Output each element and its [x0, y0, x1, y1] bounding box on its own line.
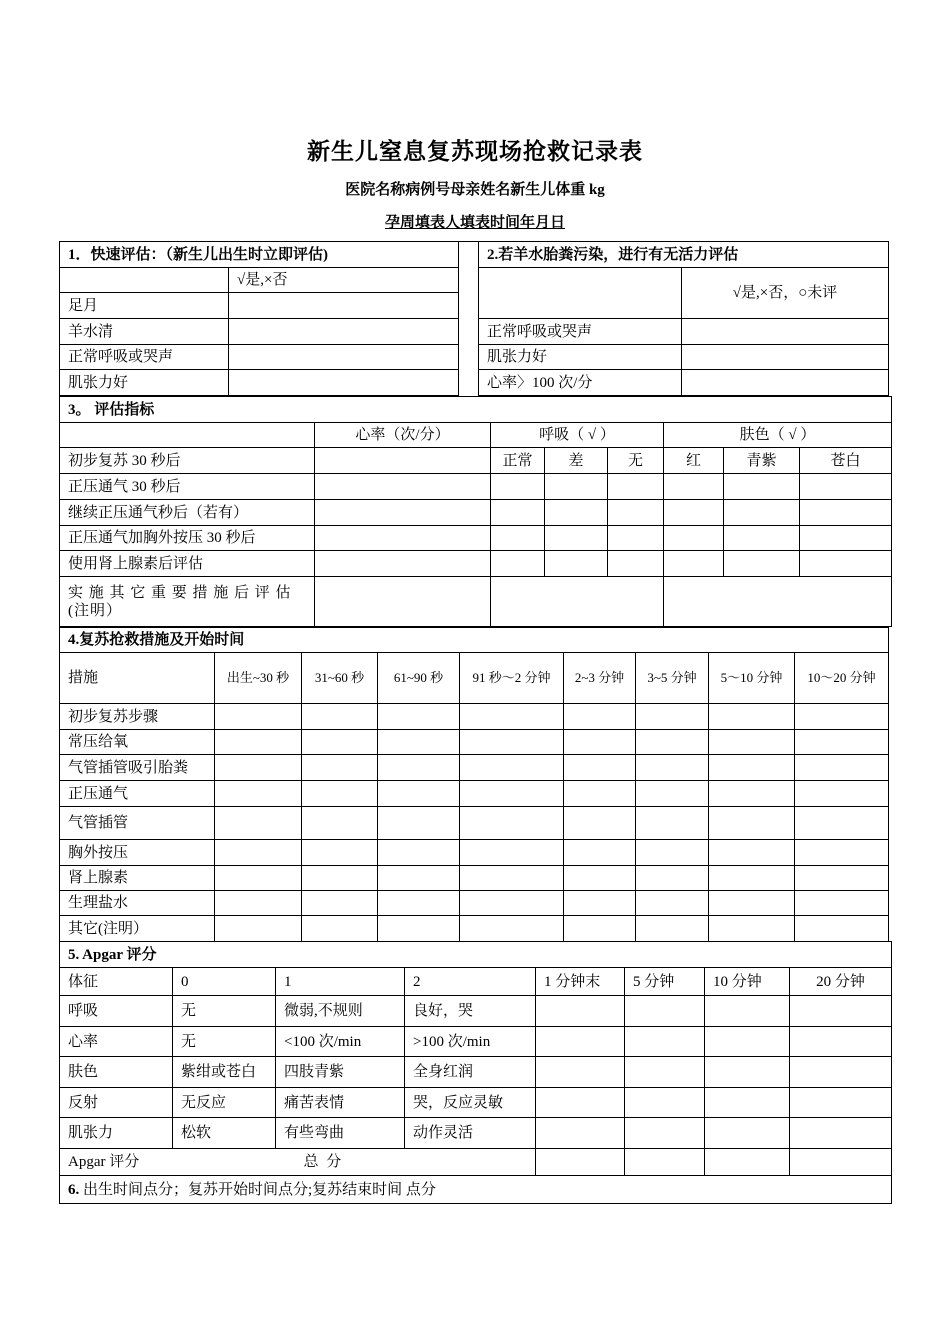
- s5-score0: 无反应: [173, 1088, 276, 1118]
- s4-cell[interactable]: [302, 755, 378, 781]
- s4-cell[interactable]: [215, 755, 302, 781]
- s3-cell[interactable]: [491, 526, 545, 551]
- s4-cell[interactable]: [215, 866, 302, 891]
- s4-cell[interactable]: [302, 891, 378, 916]
- s5-cell[interactable]: [625, 1057, 705, 1088]
- s4-cell[interactable]: [215, 807, 302, 840]
- s2-check-input[interactable]: [682, 345, 889, 370]
- s2-row-label: 正常呼吸或哭声: [479, 319, 682, 345]
- s4-cell[interactable]: [636, 730, 709, 755]
- s4-time-header: 61~90 秒: [378, 653, 460, 704]
- s4-cell[interactable]: [564, 840, 636, 866]
- s2-row-label: 肌张力好: [479, 345, 682, 370]
- s3-sub-breath: 差: [545, 448, 608, 474]
- s4-cell[interactable]: [564, 807, 636, 840]
- s4-cell[interactable]: [795, 781, 889, 807]
- s4-cell[interactable]: [795, 755, 889, 781]
- s4-cell[interactable]: [215, 916, 302, 942]
- s4-cell[interactable]: [378, 730, 460, 755]
- s5-header: 20 分钟: [790, 968, 892, 996]
- s4-time-header: 3~5 分钟: [636, 653, 709, 704]
- s5-score0: 紫绀或苍白: [173, 1057, 276, 1088]
- s5-cell[interactable]: [705, 1088, 790, 1118]
- s4-cell[interactable]: [378, 704, 460, 730]
- s5-total-label: Apgar 评分: [60, 1149, 276, 1176]
- s4-cell[interactable]: [636, 755, 709, 781]
- s4-cell[interactable]: [215, 781, 302, 807]
- s3-cell[interactable]: [608, 526, 664, 551]
- s5-score2: 全身红润: [405, 1057, 536, 1088]
- s4-cell[interactable]: [709, 916, 795, 942]
- s4-heading: 4.复苏抢救措施及开始时间: [60, 628, 889, 653]
- s5-total-cell[interactable]: [625, 1149, 705, 1176]
- s4-cell[interactable]: [378, 807, 460, 840]
- s3-cell[interactable]: [664, 526, 724, 551]
- s4-row-label: 常压给氧: [60, 730, 215, 755]
- s4-cell[interactable]: [795, 730, 889, 755]
- s6-text: 出生时间点分；复苏开始时间点分;复苏结束时间 点分: [83, 1181, 436, 1198]
- s4-cell[interactable]: [636, 807, 709, 840]
- s5-cell[interactable]: [790, 1118, 892, 1149]
- s5-header: 5 分钟: [625, 968, 705, 996]
- s5-cell[interactable]: [625, 1027, 705, 1057]
- s5-score1: <100 次/min: [276, 1027, 405, 1057]
- s3-row-label: 正压通气加胸外按压 30 秒后: [60, 526, 315, 551]
- s4-cell[interactable]: [636, 781, 709, 807]
- s4-cell[interactable]: [378, 840, 460, 866]
- s4-cell[interactable]: [378, 781, 460, 807]
- s5-score1: 微弱,不规则: [276, 996, 405, 1027]
- s5-header: 1 分钟末: [536, 968, 625, 996]
- s4-cell[interactable]: [709, 807, 795, 840]
- s3-cell[interactable]: [491, 474, 545, 500]
- s4-cell[interactable]: [709, 755, 795, 781]
- s5-cell[interactable]: [536, 1057, 625, 1088]
- s3-cell[interactable]: [608, 551, 664, 577]
- s3-sub-skin: 红: [664, 448, 724, 474]
- section-3-table: [59, 396, 892, 627]
- s5-cell[interactable]: [705, 996, 790, 1027]
- s3-cell[interactable]: [545, 551, 608, 577]
- section-1-2-table: [59, 241, 889, 396]
- s3-row-label-other: 实 施 其 它 重 要 措 施 后 评 估 (注明）: [60, 577, 315, 627]
- s5-score2: 良好，哭: [405, 996, 536, 1027]
- s4-cell[interactable]: [709, 840, 795, 866]
- s4-cell[interactable]: [460, 891, 564, 916]
- s4-cell[interactable]: [795, 807, 889, 840]
- s3-cell[interactable]: [664, 551, 724, 577]
- s3-cell[interactable]: [545, 526, 608, 551]
- s4-row-label: 气管插管吸引胎粪: [60, 755, 215, 781]
- s2-check-input[interactable]: [682, 370, 889, 396]
- s5-heading: 5. Apgar 评分: [60, 942, 892, 968]
- s4-cell[interactable]: [795, 866, 889, 891]
- s5-sign: 心率: [60, 1027, 173, 1057]
- s5-cell[interactable]: [536, 1027, 625, 1057]
- s4-cell[interactable]: [636, 916, 709, 942]
- s3-col-hr: 心率（次/分）: [315, 423, 491, 448]
- s3-cell[interactable]: [664, 474, 724, 500]
- s4-cell[interactable]: [302, 730, 378, 755]
- s4-cell[interactable]: [709, 866, 795, 891]
- s4-row-label: 其它(注明）: [60, 916, 215, 942]
- s4-cell[interactable]: [564, 730, 636, 755]
- s5-cell[interactable]: [705, 1027, 790, 1057]
- s3-sub-breath: 正常: [491, 448, 545, 474]
- s5-score2: >100 次/min: [405, 1027, 536, 1057]
- s4-cell[interactable]: [460, 730, 564, 755]
- s1-check-input[interactable]: [229, 293, 459, 319]
- s1-heading: 1．快速评估：（新生儿出生时立即评估): [60, 242, 459, 268]
- s4-cell[interactable]: [795, 891, 889, 916]
- s3-cell[interactable]: [800, 551, 892, 577]
- s4-cell[interactable]: [378, 866, 460, 891]
- s3-cell[interactable]: [315, 500, 491, 526]
- s5-cell[interactable]: [705, 1057, 790, 1088]
- s4-cell[interactable]: [564, 891, 636, 916]
- s4-time-header: 5～10 分钟: [709, 653, 795, 704]
- s5-cell[interactable]: [790, 1027, 892, 1057]
- s5-score0: 无: [173, 996, 276, 1027]
- s5-cell[interactable]: [536, 1088, 625, 1118]
- s3-row-label: 使用肾上腺素后评估: [60, 551, 315, 577]
- s5-header: 2: [405, 968, 536, 996]
- s4-cell[interactable]: [709, 730, 795, 755]
- s3-cell[interactable]: [315, 577, 491, 627]
- s1-row-label: 羊水清: [60, 319, 229, 345]
- s4-cell[interactable]: [795, 916, 889, 942]
- s5-total-value: 总 分: [276, 1149, 536, 1176]
- s5-header: 0: [173, 968, 276, 996]
- s4-cell[interactable]: [378, 755, 460, 781]
- s3-cell[interactable]: [545, 474, 608, 500]
- s3-cell[interactable]: [608, 474, 664, 500]
- header-info-line-2: 孕周填表人填表时间年月日: [384, 215, 565, 231]
- s5-cell[interactable]: [625, 996, 705, 1027]
- s3-cell[interactable]: [545, 500, 608, 526]
- s4-row-label: 肾上腺素: [60, 866, 215, 891]
- s4-cell[interactable]: [709, 891, 795, 916]
- s5-score2: 动作灵活: [405, 1118, 536, 1149]
- s4-cell[interactable]: [378, 891, 460, 916]
- s4-cell[interactable]: [564, 704, 636, 730]
- s4-cell[interactable]: [378, 916, 460, 942]
- s3-cell[interactable]: [664, 577, 892, 627]
- s5-score2: 哭，反应灵敏: [405, 1088, 536, 1118]
- s5-cell[interactable]: [536, 1118, 625, 1149]
- s4-cell[interactable]: [564, 866, 636, 891]
- s5-total-cell[interactable]: [705, 1149, 790, 1176]
- s3-sub-skin: 苍白: [800, 448, 892, 474]
- s4-row-label: 生理盐水: [60, 891, 215, 916]
- section-5-6-table: [59, 941, 892, 1204]
- s4-cell[interactable]: [302, 807, 378, 840]
- s4-cell[interactable]: [460, 866, 564, 891]
- s5-score0: 松软: [173, 1118, 276, 1149]
- s5-cell[interactable]: [625, 1088, 705, 1118]
- s4-cell[interactable]: [302, 704, 378, 730]
- s5-cell[interactable]: [625, 1118, 705, 1149]
- s4-cell[interactable]: [636, 866, 709, 891]
- s3-cell[interactable]: [664, 500, 724, 526]
- s4-time-header: 10～20 分钟: [795, 653, 889, 704]
- s5-score0: 无: [173, 1027, 276, 1057]
- s1-check-input[interactable]: [229, 370, 459, 396]
- s4-cell[interactable]: [215, 840, 302, 866]
- s3-col-breath: 呼吸（ √ ）: [491, 423, 664, 448]
- s3-cell[interactable]: [724, 526, 800, 551]
- s3-sub-skin: 青紫: [724, 448, 800, 474]
- page-title: 新生儿窒息复苏现场抢救记录表: [307, 139, 643, 164]
- s5-sign: 呼吸: [60, 996, 173, 1027]
- s3-cell[interactable]: [724, 551, 800, 577]
- s4-cell[interactable]: [302, 840, 378, 866]
- s3-cell[interactable]: [491, 500, 545, 526]
- s4-time-header: 2~3 分钟: [564, 653, 636, 704]
- s1-row-label: 正常呼吸或哭声: [60, 345, 229, 370]
- s4-cell[interactable]: [564, 755, 636, 781]
- s5-total-cell[interactable]: [790, 1149, 892, 1176]
- s2-row-label: 心率〉100 次/分: [479, 370, 682, 396]
- s4-cell[interactable]: [215, 730, 302, 755]
- s5-cell[interactable]: [705, 1118, 790, 1149]
- s3-cell[interactable]: [800, 500, 892, 526]
- s1-legend: √是,×否: [229, 268, 459, 293]
- s2-legend: √是,×否，○未评: [682, 268, 889, 319]
- section-4-table: [59, 627, 889, 942]
- s1-check-input[interactable]: [229, 345, 459, 370]
- s3-cell[interactable]: [800, 474, 892, 500]
- s4-cell[interactable]: [460, 840, 564, 866]
- s2-heading: 2.若羊水胎粪污染，进行有无活力评估: [479, 242, 889, 268]
- s4-cell[interactable]: [709, 781, 795, 807]
- s2-check-input[interactable]: [682, 319, 889, 345]
- s4-cell[interactable]: [795, 704, 889, 730]
- s5-header: 体征: [60, 968, 173, 996]
- s5-score1: 四肢青紫: [276, 1057, 405, 1088]
- section-gap: [459, 242, 479, 396]
- s5-sign: 肌张力: [60, 1118, 173, 1149]
- s5-sign: 反射: [60, 1088, 173, 1118]
- s3-row-label: 初步复苏 30 秒后: [60, 448, 315, 474]
- s3-cell[interactable]: [800, 526, 892, 551]
- s3-cell[interactable]: [315, 551, 491, 577]
- s4-cell[interactable]: [636, 704, 709, 730]
- s4-cell[interactable]: [460, 916, 564, 942]
- s4-cell[interactable]: [460, 755, 564, 781]
- s3-cell[interactable]: [724, 500, 800, 526]
- s4-cell[interactable]: [302, 866, 378, 891]
- s3-col-skin: 肤色（ √ ）: [664, 423, 892, 448]
- s5-total-cell[interactable]: [536, 1149, 625, 1176]
- s6-label: 6.: [68, 1181, 80, 1198]
- s6-row: [60, 1176, 892, 1204]
- s3-sub-breath: 无: [608, 448, 664, 474]
- s4-cell[interactable]: [460, 807, 564, 840]
- s4-cell[interactable]: [302, 781, 378, 807]
- s4-cell[interactable]: [709, 704, 795, 730]
- s3-row-label: 正压通气 30 秒后: [60, 474, 315, 500]
- s5-score1: 痛苦表情: [276, 1088, 405, 1118]
- s1-check-input[interactable]: [229, 319, 459, 345]
- s3-cell[interactable]: [608, 500, 664, 526]
- s4-cell[interactable]: [795, 840, 889, 866]
- s4-cell[interactable]: [460, 781, 564, 807]
- s3-cell[interactable]: [724, 474, 800, 500]
- s2-blank-cell: [479, 268, 682, 319]
- s1-row-label: 肌张力好: [60, 370, 229, 396]
- s3-row-label: 继续正压通气秒后（若有）: [60, 500, 315, 526]
- header-info-line: 医院名称病例号母亲姓名新生儿体重 kg: [345, 182, 605, 198]
- s5-cell[interactable]: [536, 996, 625, 1027]
- s4-time-header: 91 秒～2 分钟: [460, 653, 564, 704]
- s5-cell[interactable]: [790, 1057, 892, 1088]
- s5-sign: 肤色: [60, 1057, 173, 1088]
- s4-cell[interactable]: [636, 840, 709, 866]
- s4-time-header: 出生~30 秒: [215, 653, 302, 704]
- s3-cell[interactable]: [315, 474, 491, 500]
- s5-header: 1: [276, 968, 405, 996]
- s4-cell[interactable]: [636, 891, 709, 916]
- s5-cell[interactable]: [790, 996, 892, 1027]
- s5-cell[interactable]: [790, 1088, 892, 1118]
- s5-header: 10 分钟: [705, 968, 790, 996]
- s3-heading: 3。 评估指标: [60, 397, 892, 423]
- s3-cell[interactable]: [491, 577, 664, 627]
- s3-blank-header: [60, 423, 315, 448]
- s4-col-label: 措施: [60, 653, 215, 704]
- s4-cell[interactable]: [564, 916, 636, 942]
- s1-row-label: 足月: [60, 293, 229, 319]
- s1-blank-cell: [60, 268, 229, 293]
- s3-cell[interactable]: [315, 526, 491, 551]
- s4-time-header: 31~60 秒: [302, 653, 378, 704]
- s3-cell[interactable]: [491, 551, 545, 577]
- s4-row-label: 胸外按压: [60, 840, 215, 866]
- s4-cell[interactable]: [302, 916, 378, 942]
- s4-row-label: 气管插管: [60, 807, 215, 840]
- s3-hr-input[interactable]: [315, 448, 491, 474]
- s4-row-label: 正压通气: [60, 781, 215, 807]
- s4-cell[interactable]: [215, 704, 302, 730]
- s4-cell[interactable]: [460, 704, 564, 730]
- s5-score1: 有些弯曲: [276, 1118, 405, 1149]
- s4-cell[interactable]: [564, 781, 636, 807]
- s4-cell[interactable]: [215, 891, 302, 916]
- s4-row-label: 初步复苏步骤: [60, 704, 215, 730]
